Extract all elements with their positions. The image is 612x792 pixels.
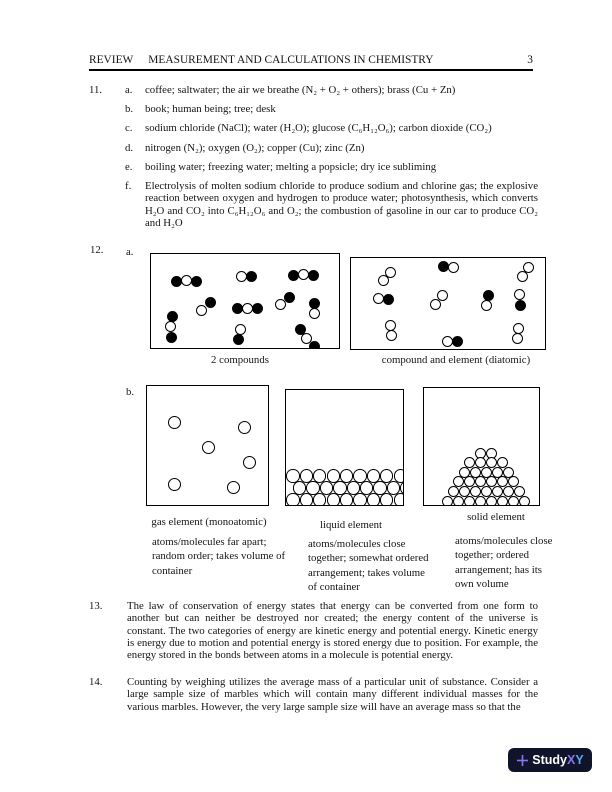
filled-atom: [483, 290, 494, 301]
filled-atom: [308, 270, 319, 281]
open-atom: [442, 496, 453, 507]
open-atom: [196, 305, 207, 316]
open-atom: [353, 493, 366, 506]
open-atom: [236, 271, 247, 282]
brand-study: Study: [532, 753, 568, 767]
particle-box-compound-and-element: [350, 257, 546, 350]
particle-box-two-compounds: [150, 253, 340, 349]
open-atom: [497, 496, 508, 507]
item-text: Counting by weighing utilizes the average mass of a particular unit of substance. Consider a large sample size of marbles which will contain many different individual masses for the various marbles. However, the very large sample size will have an average mass so that the: [127, 676, 538, 713]
open-atom: [481, 300, 492, 311]
description-liquid: atoms/molecules close together; somewhat ordered arrangement; takes volume of container: [308, 538, 429, 593]
filled-atom: [438, 261, 449, 272]
filled-atom: [191, 276, 202, 287]
open-atom: [385, 267, 396, 278]
filled-atom: [452, 336, 463, 347]
open-atom: [238, 421, 251, 434]
filled-atom: [288, 270, 299, 281]
brand-x: X: [567, 753, 576, 767]
filled-atom: [171, 276, 182, 287]
open-atom: [300, 493, 313, 506]
open-atom: [286, 493, 299, 506]
caption-solid-element: solid element: [467, 511, 525, 523]
open-atom: [448, 262, 459, 273]
item-text: book; human being; tree; desk: [145, 103, 276, 116]
item-text: sodium chloride (NaCl); water (H₂O); glucose (C₆H₁₂O₆); carbon dioxide (CO₂): [145, 122, 492, 135]
item-11f: [89, 180, 538, 229]
caption-compound-and-element: compound and element (diatomic): [381, 354, 531, 366]
open-atom: [380, 493, 393, 506]
item-letter: d.: [125, 141, 134, 154]
gas-particle-box: [146, 385, 269, 506]
item-13: [89, 600, 538, 662]
item-11a: [89, 84, 538, 96]
filled-atom: [246, 271, 257, 282]
item-12-number: 12.: [90, 244, 104, 256]
header-section: REVIEW: [89, 54, 134, 66]
open-atom: [313, 493, 326, 506]
item-12b-letter: b.: [126, 386, 135, 398]
open-atom: [512, 333, 523, 344]
filled-atom: [515, 300, 526, 311]
open-atom: [202, 441, 215, 454]
open-atom: [453, 496, 464, 507]
item-letter: f.: [125, 179, 132, 192]
filled-atom: [309, 298, 320, 309]
filled-atom: [233, 334, 244, 345]
brand-name: [532, 753, 583, 767]
liquid-particle-box: [285, 389, 404, 506]
item-letter: e.: [125, 160, 133, 173]
open-atom: [301, 333, 312, 344]
open-atom: [486, 496, 497, 507]
item-11c: [89, 122, 538, 134]
open-atom: [367, 493, 380, 506]
header-page-number: 3: [527, 54, 533, 66]
item-11b: [89, 103, 538, 115]
open-atom: [514, 289, 525, 300]
page-header: [89, 54, 533, 71]
open-atom: [168, 416, 181, 429]
item-number: 11.: [89, 84, 103, 96]
header-title: MEASUREMENT AND CALCULATIONS IN CHEMISTRY: [148, 54, 434, 66]
solid-particle-box: [423, 387, 540, 506]
open-atom: [513, 323, 524, 334]
open-atom: [181, 275, 192, 286]
open-atom: [227, 481, 240, 494]
item-text: coffee; saltwater; the air we breathe (N₂ + O₂ + others); brass (Cu + Zn): [145, 84, 456, 96]
open-atom: [475, 496, 486, 507]
open-atom: [165, 321, 176, 332]
item-text: boiling water; freezing water; melting a popsicle; dry ice subliming: [145, 160, 437, 173]
open-atom: [386, 330, 397, 341]
caption-two-compounds: 2 compounds: [211, 354, 269, 366]
plus-icon: [516, 754, 529, 767]
description-gas: atoms/molecules far apart; random order; takes volume of container: [152, 536, 286, 577]
open-atom: [519, 496, 530, 507]
filled-atom: [167, 311, 178, 322]
caption-liquid-element: liquid element: [319, 519, 383, 531]
item-14: [89, 676, 538, 713]
item-letter: c.: [125, 122, 133, 135]
item-text: Electrolysis of molten sodium chloride to produce sodium and chlorine gas; the explosive reaction between oxygen and hydrogen to produce water; photosynthesis, which converts H₂O and CO₂ into C₆H₁₂O₆ and O₂; the combustion of gasoline in our car to produce CO₂ and H₂O: [145, 179, 538, 229]
item-number: 13.: [89, 600, 103, 612]
item-text: The law of conservation of energy states that energy can be converted from one form to another but can neither be destroyed nor created; the energy content of the universe is constant. The two categories of energy are kinetic energy and potential energy. Kinetic energy is energy due to motion and potential energy is stored energy due to position. For example, the energy stored in the bonds between atoms in a molecule is potential energy.: [127, 600, 538, 662]
open-atom: [373, 293, 384, 304]
open-atom: [275, 299, 286, 310]
filled-atom: [166, 332, 177, 343]
filled-atom: [383, 294, 394, 305]
item-letter: b.: [125, 103, 134, 116]
open-atom: [235, 324, 246, 335]
open-atom: [508, 496, 519, 507]
open-atom: [385, 320, 396, 331]
item-11: [89, 84, 538, 236]
item-text: nitrogen (N₂); oxygen (O₂); copper (Cu); zinc (Zn): [145, 141, 365, 154]
caption-gas-element: gas element (monoatomic): [151, 516, 267, 528]
filled-atom: [232, 303, 243, 314]
open-atom: [394, 493, 405, 506]
open-atom: [242, 303, 253, 314]
filled-atom: [252, 303, 263, 314]
open-atom: [464, 496, 475, 507]
open-atom: [437, 290, 448, 301]
item-12a-letter: a.: [126, 246, 134, 258]
item-number: 14.: [89, 676, 103, 688]
open-atom: [243, 456, 256, 469]
open-atom: [442, 336, 453, 347]
open-atom: [523, 262, 534, 273]
item-11d: [89, 142, 538, 154]
open-atom: [340, 493, 353, 506]
open-atom: [168, 478, 181, 491]
open-atom: [298, 269, 309, 280]
brand-y: Y: [575, 753, 584, 767]
item-letter: a.: [125, 84, 133, 96]
open-atom: [327, 493, 340, 506]
description-solid: atoms/molecules close together; ordered arrangement; has its own volume: [455, 535, 553, 590]
open-atom: [309, 308, 320, 319]
filled-atom: [205, 297, 216, 308]
item-11e: [89, 161, 538, 173]
studyxy-brand-badge: [508, 748, 592, 772]
